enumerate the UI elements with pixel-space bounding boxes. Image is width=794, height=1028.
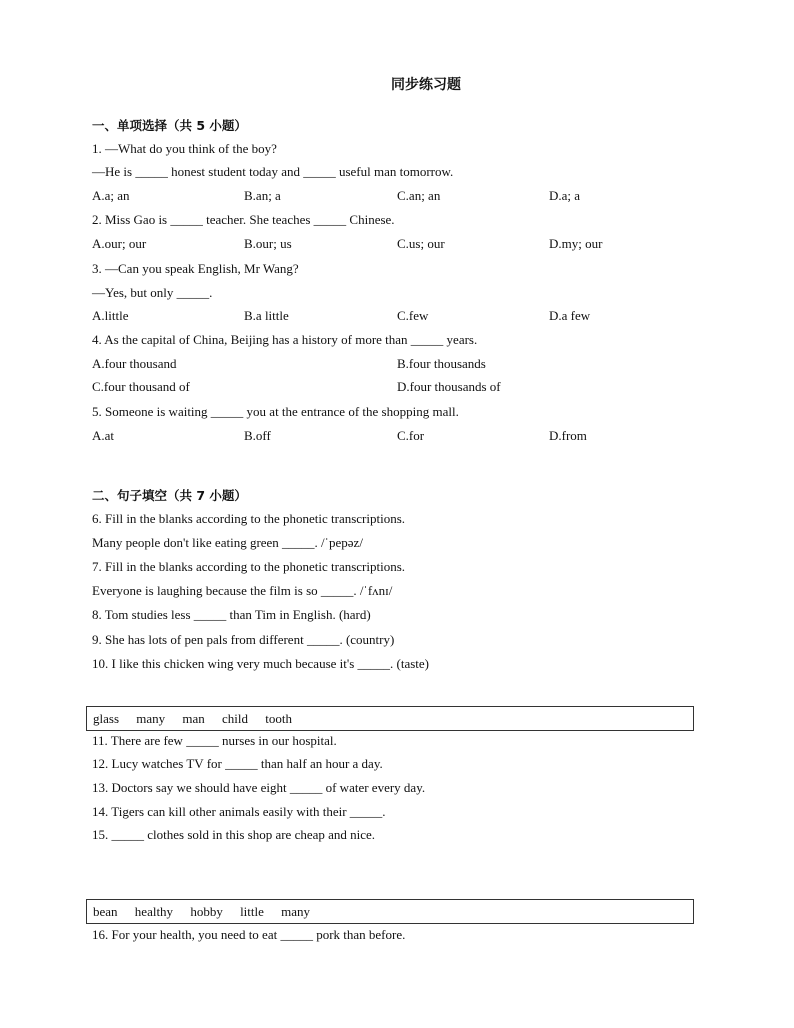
question-1-option-a: A.a; an	[92, 188, 130, 203]
question-4-option-a: A.four thousand	[92, 356, 177, 371]
question-5-option-b: B.off	[244, 428, 271, 443]
question-15: 15. _____ clothes sold in this shop are cheap and nice.	[92, 827, 376, 842]
question-2-option-a: A.our; our	[92, 236, 147, 251]
word-box-2-word: hobby	[190, 904, 223, 919]
question-1-stem: 1. —What do you think of the boy?	[92, 141, 277, 156]
section-heading-multiple-choice: 一、单项选择（共 5 小题）	[92, 118, 247, 133]
word-box-2-word: bean	[93, 904, 118, 919]
question-1-option-d: D.a; a	[549, 188, 581, 203]
question-1-option-c: C.an; an	[397, 188, 441, 203]
question-14: 14. Tigers can kill other animals easily with their _____.	[92, 804, 386, 819]
question-9: 9. She has lots of pen pals from different _____. (country)	[92, 632, 395, 647]
page-title: 同步练习题	[391, 77, 461, 93]
question-2-option-d: D.my; our	[549, 236, 603, 251]
question-12: 12. Lucy watches TV for _____ than half an hour a day.	[92, 756, 383, 771]
question-2-option-c: C.us; our	[397, 236, 445, 251]
question-2-option-b: B.our; us	[244, 236, 292, 251]
word-box-1-word: man	[182, 711, 205, 726]
question-16: 16. For your health, you need to eat _____ pork than before.	[92, 927, 406, 942]
question-3-stem-2: —Yes, but only _____.	[92, 285, 213, 300]
question-5-stem: 5. Someone is waiting _____ you at the entrance of the shopping mall.	[92, 404, 459, 419]
word-box-1-word: child	[222, 711, 249, 726]
question-7-instruction: 7. Fill in the blanks according to the phonetic transcriptions.	[92, 559, 406, 574]
question-4-option-b: B.four thousands	[397, 356, 486, 371]
word-box-2-word: healthy	[134, 904, 174, 919]
section-heading-sentence-fill: 二、句子填空（共 7 小题）	[92, 488, 247, 503]
question-7-sentence: Everyone is laughing because the film is so _____. /ˈfʌnɪ/	[92, 583, 393, 598]
question-3-option-c: C.few	[397, 308, 429, 323]
question-3-option-a: A.little	[92, 308, 129, 323]
question-1-stem-2: —He is _____ honest student today and _____ useful man tomorrow.	[92, 164, 454, 179]
question-6-sentence: Many people don't like eating green _____. /ˈpepəz/	[92, 535, 363, 550]
word-box-1-word: glass	[93, 711, 119, 726]
question-1-option-b: B.an; a	[244, 188, 281, 203]
question-5-option-a: A.at	[92, 428, 115, 443]
word-box-1-word: many	[136, 711, 166, 726]
word-box-1-word: tooth	[265, 711, 293, 726]
word-box-2-word: many	[281, 904, 311, 919]
question-3-option-d: D.a few	[549, 308, 591, 323]
question-5-option-d: D.from	[549, 428, 587, 443]
word-box-2	[86, 899, 694, 924]
question-4-option-d: D.four thousands of	[397, 379, 501, 394]
question-8: 8. Tom studies less _____ than Tim in English. (hard)	[92, 607, 371, 622]
question-3-option-b: B.a little	[244, 308, 289, 323]
word-box-1	[86, 706, 694, 731]
question-6-instruction: 6. Fill in the blanks according to the phonetic transcriptions.	[92, 511, 406, 526]
question-4-stem: 4. As the capital of China, Beijing has a history of more than _____ years.	[92, 332, 478, 347]
word-box-2-word: little	[240, 904, 264, 919]
question-5-option-c: C.for	[397, 428, 425, 443]
question-13: 13. Doctors say we should have eight _____ of water every day.	[92, 780, 426, 795]
question-3-stem: 3. —Can you speak English, Mr Wang?	[92, 261, 299, 276]
question-10: 10. I like this chicken wing very much because it's _____. (taste)	[92, 656, 430, 671]
question-11: 11. There are few _____ nurses in our hospital.	[92, 733, 337, 748]
question-2-stem: 2. Miss Gao is _____ teacher. She teaches _____ Chinese.	[92, 212, 395, 227]
question-4-option-c: C.four thousand of	[92, 379, 190, 394]
